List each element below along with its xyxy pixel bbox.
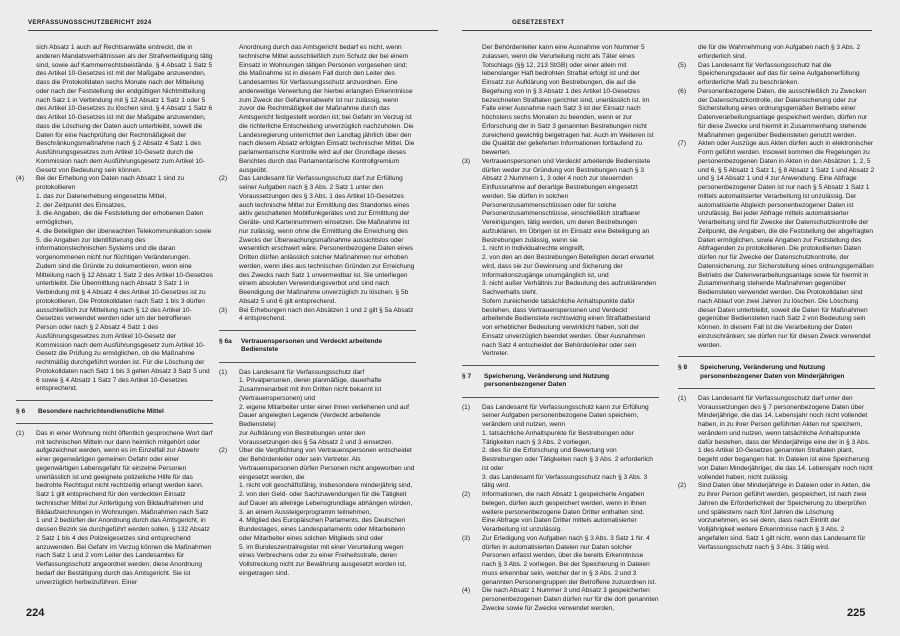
paragraph-number: (4) xyxy=(462,587,471,595)
list-item xyxy=(16,202,213,211)
numbered-paragraph xyxy=(462,535,659,588)
paragraph-text: 2. eigene Mitarbeiter unter einer ihnen verliehenen und auf Dauer angelegten Legende (Verdeckt arbeitende Bedienstete) xyxy=(239,403,409,429)
paragraph-text: Bei der Erhebung von Daten nach Absatz 1 sind zu protokollieren xyxy=(36,175,185,191)
numbered-paragraph xyxy=(219,369,416,378)
section-rule xyxy=(462,365,659,366)
section-rule xyxy=(462,397,659,398)
paragraph-text: Anordnung durch das Amtsgericht bedarf es nicht, wenn technische Mittel ausschließlich zum Schutz der bei einem Einsatz in Wohnungen tätigen Personen vorgesehen sind; die Maßnahme ist in diesem Fall durch den Leiter des Landesamtes für Verfassungsschutz anzuordnen. Eine anderweitige Verwertung der hierbei erlangten Erkenntnisse zum Zweck der Gefahrenabwehr ist nur zulässig, wenn zuvor die Rechtmäßigkeit der Maßnahme durch das Amtsgericht festgestellt worden ist; bei Gefahr im Verzug ist die richterliche Entscheidung unverzüglich nachzuholen. Die Landesregierung unterrichtet den Landtag jährlich über den nach diesem Absatz erfolgten Einsatz technischer Mittel. Die parlamentarische Kontrolle wird auf der Grundlage dieses Berichtes durch das Parlamentarische Kontrollgremium ausgeübt. xyxy=(239,44,415,174)
paragraph-number: (3) xyxy=(462,534,471,542)
header-rule xyxy=(28,30,438,31)
paragraph-text: 2. von den Geld- oder Sachzuwendungen für die Tätigkeit auf Dauer als alleinige Lebensgrundlage abhängen würden, xyxy=(239,491,413,507)
paragraph-text: Das Landesamt für Verfassungsschutz darf xyxy=(239,368,365,376)
section-rule xyxy=(678,388,875,389)
paragraph-text: Über die Verpflichtung von Vertrauenspersonen entscheidet der Behördenleiter oder sein Vertreter. Als Vertrauenspersonen dürfen Personen nicht angeworben und eingesetzt werden, die xyxy=(239,447,415,481)
paragraph xyxy=(219,430,416,448)
page-number: 225 xyxy=(847,607,866,619)
paragraph-number: (1) xyxy=(219,368,228,376)
paragraph xyxy=(678,44,875,62)
paragraph-text: 2. dies für die Erforschung und Bewertung von Bestrebungen oder Tätigkeiten nach § 3 Abs. 2 erforderlich ist oder xyxy=(482,447,653,472)
list-item xyxy=(462,430,659,448)
section-number: § 8 xyxy=(678,363,688,371)
paragraph-text: Das Landesamt für Verfassungsschutz hat die Speicherungsdauer auf das für seine Aufgabenerfüllung erforderliche Maß zu beschränken. xyxy=(698,61,860,86)
list-item xyxy=(462,447,659,473)
paragraph-text: Akten oder Auszüge aus Akten dürfen auch in elektronischer Form geführt werden. Insoweit kommen die Regelungen zu personenbezogenen Daten in Akten in den Absätzen 1, 2, 5 und 6, § 5 Absatz 1 Satz 1, § 8 Absatz 1 Satz 1 und Absatz 2 und § 14 Absatz 1 und 4 zur Anwendung. Eine Abfrage personenbezogener Daten ist nur nach § 5 Absatz 1 Satz 1 mittels automatisierter Verarbeitung ist unzulässig. Der automatisierte Abgleich personenbezogener Daten ist unzulässig. Bei jeder Abfrage mittels automatisierter Verarbeitung sind für Zwecke der Datenschutzkontrolle der Zeitpunkt, die Angaben, die die Feststellung der abgefragten Daten ermöglichen, sowie Angaben zur Feststellung des Abfragenden zu protokollieren. Die protokollierten Daten dürfen nur für Zwecke der Datenschutzkontrolle, der Datensicherung, zur Sicherstellung eines ordnungsgemäßen Betriebs der Datenverarbeitungsanlage sowie für hiermit in Zusammenhang stehende Maßnahmen gegenüber Bediensteten verwendet werden. Die Protokolldaten sind nach Ablauf von zwei Jahren zu löschen. Die Löschung dieser Daten unterbleibt, soweit die Daten für Maßnahmen gegenüber Bediensteten nach Satz 2 von Bedeutung sein können. In diesem Fall ist die Verarbeitung der Daten einzuschränken; sie dürfen nur für diesen Zweck verwendet werden. xyxy=(698,140,875,349)
paragraph-number: (3) xyxy=(462,157,471,165)
running-head: GESETZESTEXT xyxy=(512,19,565,26)
numbered-paragraph xyxy=(16,175,213,193)
paragraph-text: 1. tatsächliche Anhaltspunkte für Bestrebungen oder Tätigkeiten nach § 3 Abs. 2 vorliegen, xyxy=(482,429,634,446)
section-title: Speicherung, Veränderung und Nutzung personenbezogener Daten von Minderjährigen xyxy=(700,363,845,380)
list-item xyxy=(219,377,416,403)
paragraph-text: Die nach Absatz 1 Nummer 3 und Absatz 3 gespeicherten personenbezogenen Daten dürfen nur für die dort genannten Zwecke sowie für Zwecke verwendet werden, xyxy=(482,587,659,612)
section-number: § 6a xyxy=(219,337,232,345)
paragraph-text: Bei Erhebungen nach den Absätzen 1 und 2 gilt § 5a Absatz 4 entsprechend. xyxy=(239,306,414,323)
paragraph-text: 1. Privatpersonen, deren planmäßige, dauerhafte Zusammenarbeit mit ihm Dritten nicht bekannt ist (Vertrauenspersonen) und xyxy=(239,377,382,402)
paragraph-text: Zudem sind die Gründe zu dokumentieren, wenn eine Mitteilung nach § 12 Absatz 1 Satz 2 des Artikel 10-Gesetzes unterbleibt. Die Übermittlung nach Absatz 3 Satz 1 in Verbindung mit § 4 Absatz 4 des Artikel 10-Gesetzes ist zu protokollieren. Die Protokolldaten nach Satz 1 bis 3 dürfen ausschließlich zur Mitteilung nach § 12 des Artikel 10-Gesetzes verwendet werden oder um der betroffenen Person oder nach § 2 Absatz 4 Satz 1 des Ausführungsgesetzes zum Artikel 10-Gesetz der Kommission nach dem Ausführungsgesetz zum Artikel 10-Gesetz die Prüfung zu ermöglichen, ob die Maßnahme rechtmäßig durchgeführt worden ist. Für die Löschung der Protokolldaten nach Satz 1 bis 3 gelten Absatz 3 Satz 5 und 6 sowie § 4 Absatz 1 Satz 7 des Artikel 10-Gesetzes entsprechend. xyxy=(36,262,213,393)
section-number: § 7 xyxy=(462,372,472,380)
numbered-paragraph xyxy=(462,491,659,535)
paragraph-number: (2) xyxy=(219,175,228,183)
list-item xyxy=(16,193,213,202)
list-item xyxy=(219,491,416,509)
header-rule xyxy=(462,30,872,31)
list-item xyxy=(219,509,416,518)
numbered-paragraph xyxy=(678,482,875,552)
numbered-paragraph xyxy=(219,175,416,306)
section-heading xyxy=(219,338,416,356)
paragraph-text: 1. nicht voll geschäftsfähig, insbesondere minderjährig sind, xyxy=(239,482,413,490)
paragraph-text: 5. die Angaben zur Identifizierung des informationstechnischen Systems und die daran vorgenommenen nicht nur flüchtigen Veränderungen. xyxy=(36,236,191,261)
paragraph-number: (1) xyxy=(462,403,471,411)
paragraph-text: Das Landesamt für Verfassungsschutz darf unter den Voraussetzungen des § 7 personenbezogene Daten über Minderjährige, die das 14. Lebensjahr noch nicht vollendet haben, in zu ihrer Person geführten Akten nur speichern, verändern und nutzen, wenn tatsächliche Anhaltspunkte dafür bestehen, dass der Minderjährige eine der in § 3 Abs. 1 des Artikel 10-Gesetzes genannten Straftaten plant, begeht oder begangen hat. In Dateien ist eine Speicherung von Daten Minderjähriger, die das 14. Lebensjahr noch nicht vollendet haben, nicht zulässig. xyxy=(698,394,873,481)
list-item xyxy=(219,517,416,543)
paragraph-text: 3. die Angaben, die die Feststellung der erhobenen Daten ermöglichen, xyxy=(36,210,204,226)
numbered-paragraph xyxy=(678,140,875,350)
section-rule xyxy=(16,400,213,401)
list-item xyxy=(16,228,213,237)
section-title: Vertrauenspersonen und Verdeckt arbeitende Bedienstete xyxy=(241,337,383,354)
paragraph-text: Sofern zureichende tatsächliche Anhaltspunkte dafür bestehen, dass Vertrauenspersonen und Verdeckt arbeitende Bedienstete rechtswidrig einen Straftatbestand von erheblicher Bedeutung verwirklicht haben, soll der Einsatz unverzüglich beendet werden. Über Ausnahmen nach Satz 4 entscheidet der Behördenleiter oder sein Vertreter. xyxy=(482,297,651,358)
paragraph-text: Informationen, die nach Absatz 1 gespeicherte Angaben belegen, dürfen auch gespeichert werden, wenn in ihnen weitere personenbezogene Daten Dritter enthalten sind. Eine Abfrage von Daten Dritter mittels automatisierter Verarbeitung ist unzulässig. xyxy=(482,491,647,534)
right-page xyxy=(450,0,900,636)
list-item xyxy=(462,280,659,298)
list-item xyxy=(219,482,416,491)
numbered-paragraph xyxy=(219,447,416,482)
paragraph-number: (1) xyxy=(678,394,687,402)
numbered-paragraph xyxy=(219,307,416,325)
paragraph-text: 4. die Beteiligten der überwachten Telekommunikation sowie xyxy=(36,227,212,235)
paragraph-number: (2) xyxy=(219,447,228,455)
paragraph-text: Zur Erledigung von Aufgaben nach § 3 Abs. 3 Satz 1 Nr. 4 dürfen in automatisierten Dateien nur Daten solcher Personen erfasst werden, über die bereits Erkenntnisse nach § 3 Abs. 2 vorliegen. Bei der Speicherung in Dateien muss erkennbar sein, welcher der in § 3 Abs. 2 und 3 genannten Personengruppen der Betroffene zuzuordnen ist. xyxy=(482,534,657,586)
list-item xyxy=(462,254,659,280)
paragraph-text: Das in einer Wohnung nicht öffentlich gesprochene Wort darf mit technischen Mitteln nur dann heimlich mitgehört oder aufgezeichnet werden, wenn es im Einzelfall zur Abwehr einer gegenwärtigen gemeinen Gefahr oder einer gegenwärtigen Lebensgefahr für einzelne Personen unerlässlich ist und geeignete polizeiliche Hilfe für das bedrohte Rechtsgut nicht rechtzeitig erlangt werden kann. Satz 1 gilt entsprechend für den verdeckten Einsatz technischer Mittel zur Anfertigung von Bildaufnahmen und Bildaufzeichnungen in Wohnungen. Maßnahmen nach Satz 1 und 2 bedürfen der Anordnung durch das Amtsgericht, in dessen Bezirk sie durchgeführt werden sollen. § 132 Absatz 2 Satz 1 bis 4 des Polizeigesetzes sind entsprechend anzuwenden. Bei Gefahr im Verzug können die Maßnahmen nach Satz 1 und 2 vom Leiter des Landesamtes für Verfassungsschutz angeordnet werden; diese Anordnung bedarf der Bestätigung durch das Amtsgericht. Sie ist unverzüglich herbeizuführen. Einer xyxy=(36,429,213,586)
running-head: VERFASSUNGSSCHUTZBERICHT 2024 xyxy=(28,19,152,26)
section-rule xyxy=(219,362,416,363)
paragraph-text: 2. von den an den Bestrebungen Beteiligten derart erwartet wird, dass sie zur Gewinnung und Sicherung der Informationszugänge unumgänglich ist, und xyxy=(482,254,654,279)
numbered-paragraph xyxy=(16,430,213,588)
paragraph-number: (5) xyxy=(678,61,687,69)
numbered-paragraph xyxy=(678,395,875,483)
paragraph-text: Vertrauenspersonen und Verdeckt arbeitende Bedienstete dürfen weder zur Gründung von Bestrebungen nach § 3 Absatz 2 Nummern 1, 3 oder 4 noch zur steuernden Einflussnahme auf derartige Bestrebungen eingesetzt werden. Sie dürfen in solchen Personenzusammenschlüssen oder für solche Personenzusammenschlüsse, einschließlich strafbarer Vereinigungen, tätig werden, um deren Bestrebungen aufzuklären. Im Übrigen ist im Einsatz eine Beteiligung an Bestrebungen zulässig, wenn sie xyxy=(482,157,651,244)
section-title: Besondere nachrichtendienstliche Mittel xyxy=(38,407,164,415)
text-column-2 xyxy=(678,44,875,604)
paragraph-text: Das Landesamt für Verfassungsschutz kann zur Erfüllung seiner Aufgaben personenbezogene Daten speichern, verändern und nutzen, wenn xyxy=(482,403,649,429)
paragraph xyxy=(16,44,213,175)
section-title: Speicherung, Veränderung und Nutzung personenbezogener Daten xyxy=(484,372,610,389)
paragraph-text: 3. das Landesamt für Verfassungsschutz nach § 3 Abs. 3 tätig wird. xyxy=(482,473,648,490)
paragraph xyxy=(16,263,213,394)
numbered-paragraph xyxy=(462,587,659,613)
paragraph-text: Sind Daten über Minderjährige in Dateien oder in Akten, die zu ihrer Person geführt werden, gespeichert, ist nach zwei Jahren die Erforderlichkeit der Speicherung zu überprüfen und spätestens nach fünf Jahren die Löschung vorzunehmen, es sei denn, dass nach Eintritt der Volljährigkeit weitere Erkenntnisse nach § 3 Abs. 2 angefallen sind. Satz 1 gilt nicht, wenn das Landesamt für Verfassungsschutz nach § 3 Abs. 3 tätig wird. xyxy=(698,482,871,551)
text-column-1 xyxy=(462,44,659,612)
paragraph-text: 1. nicht in Individualrechte eingreift, xyxy=(482,245,585,253)
paragraph-number: (2) xyxy=(678,482,687,490)
section-rule xyxy=(219,330,416,331)
list-item xyxy=(219,544,416,579)
text-column-1 xyxy=(16,44,213,604)
numbered-paragraph xyxy=(678,62,875,88)
paragraph-number: (4) xyxy=(16,175,25,183)
list-item xyxy=(219,404,416,430)
numbered-paragraph xyxy=(462,158,659,246)
paragraph-text: die für die Wahrnehmung von Aufgaben nach § 3 Abs. 2 erforderlich sind. xyxy=(698,44,861,60)
paragraph-text: 4. Mitglied des Europäischen Parlaments, des Deutschen Bundestages, eines Landesparlaments oder Mitarbeiterin oder Mitarbeiter eines solchen Mitglieds sind oder xyxy=(239,517,406,542)
paragraph xyxy=(219,44,416,175)
paragraph-text: 1. das zur Datenerhebung eingesetzte Mittel, xyxy=(36,192,167,200)
paragraph-number: (7) xyxy=(678,140,687,148)
section-heading xyxy=(678,364,875,382)
numbered-paragraph xyxy=(678,88,875,141)
paragraph-text: Der Behördenleiter kann eine Ausnahme von Nummer 5 zulassen, wenn die Verurteilung nicht als Täter eines Totschlags (§§ 12, 213 StGB) oder einer allein mit lebenslanger Haft bedrohten Straftat erfolgt ist und der Einsatz zur Aufklärung von Bestrebungen, die auf die Begehung von in § 3 Absatz 1 des Artikel 10-Gesetzes bezeichneten Straftaten gerichtet sind, unerlässlich ist. Im Falle einer Ausnahme nach Satz 3 ist der Einsatz nach höchstens sechs Monaten zu beenden, wenn er zur Erforschung der in Satz 3 genannten Bestrebungen nicht zureichend gewichtig beigetragen hat. Auch im Weiteren ist die Qualität der gelieferten Informationen fortlaufend zu bewerten. xyxy=(482,44,654,156)
paragraph-text: 2. der Zeitpunkt des Einsatzes, xyxy=(36,201,126,209)
paragraph-number: (3) xyxy=(219,306,228,314)
section-number: § 6 xyxy=(16,407,26,415)
paragraph-text: Personenbezogene Daten, die ausschließlich zu Zwecken der Datenschutzkontrolle, der Datensicherung oder zur Sicherstellung eines ordnungsgemäßen Betriebs einer Datenverarbeitungsanlage gespeichert werden, dürfen nur für diese Zwecke und hiermit in Zusammenhang stehende Maßnahmen gegenüber Bediensteten genutzt werden. xyxy=(698,87,868,139)
paragraph-number: (6) xyxy=(678,87,687,95)
paragraph-text: Das Landesamt für Verfassungsschutz darf zur Erfüllung seiner Aufgaben nach § 3 Abs. 2 Satz 1 unter den Voraussetzungen des § 3 Abs. 1 des Artikel 10-Gesetzes auch technische Mittel zur Ermittlung des Standortes eines aktiv geschalteten Mobilfunkgerätes und zur Ermittlung der Geräte- und Kartennummern einsetzen. Die Maßnahme ist nur zulässig, wenn ohne die Ermittlung die Erreichung des Zwecks der Überwachungsmaßnahme aussichtslos oder wesentlich erschwert wäre. Personenbezogene Daten eines Dritten dürfen anlässlich solcher Maßnahmen nur erhoben werden, wenn dies aus technischen Gründen zur Erreichung des Zwecks nach Satz 1 unvermeidbar ist. Sie unterliegen einem absoluten Verwendungsverbot und sind nach Beendigung der Maßnahme unverzüglich zu löschen. § 5b Absatz 5 und 6 gilt entsprechend. xyxy=(239,175,415,305)
text-column-2 xyxy=(219,44,416,604)
paragraph-text: sich Absatz 1 auch auf Rechtsanwälte erstreckt, die in anderen Mandatsverhältnissen als der Strafverteidigung tätig sind, sowie auf Kammerrechtsbeistände. § 4 Absatz 1 Satz 5 des Artikel 10-Gesetzes ist mit der Maßgabe anzuwenden, dass die Protokolldaten sechs Monate nach der Mitteilung oder nach der Feststellung der endgültigen Nichtmitteilung nach Satz 1 in Verbindung mit § 12 Absatz 1 Satz 1 oder 5 des Artikel 10-Gesetzes zu löschen sind. § 4 Absatz 1 Satz 6 des Artikel 10-Gesetzes ist mit der Maßgabe anzuwenden, dass die Löschung der Daten auch unterbleibt, soweit die Daten für eine Nachprüfung der Rechtmäßigkeit der Beschränkungsmaßnahme nach § 2 Absatz 4 Satz 1 des Ausführungsgesetzes zum Artikel 10-Gesetz durch die Kommission nach dem Ausführungsgesetz zum Artikel 10-Gesetz von Bedeutung sein können. xyxy=(36,44,213,174)
list-item xyxy=(462,245,659,254)
paragraph-text: 3. nicht außer Verhältnis zur Bedeutung des aufzuklärenden Sachverhalts steht. xyxy=(482,280,656,296)
section-heading xyxy=(16,408,213,417)
paragraph-text: 5. im Bundeszentralregister mit einer Verurteilung wegen eines Verbrechens oder zu einer Freiheitsstrafe, deren Vollstreckung nicht zur Bewährung ausgesetzt worden ist, eingetragen sind. xyxy=(239,543,407,577)
paragraph-text: 3. an einem Aussteigerprogramm teilnehmen, xyxy=(239,508,372,516)
numbered-paragraph xyxy=(462,404,659,430)
section-heading xyxy=(462,373,659,391)
page-number: 224 xyxy=(26,607,45,619)
section-rule xyxy=(16,423,213,424)
paragraph xyxy=(462,298,659,359)
paragraph xyxy=(462,44,659,158)
section-rule xyxy=(678,356,875,357)
paragraph-number: (2) xyxy=(462,491,471,499)
list-item xyxy=(16,237,213,263)
list-item xyxy=(16,210,213,228)
paragraph-text: zur Aufklärung von Bestrebungen unter den Voraussetzungen des § 5a Absatz 2 und 3 einsetzen. xyxy=(239,429,394,446)
list-item xyxy=(462,474,659,492)
paragraph-number: (1) xyxy=(16,429,25,437)
